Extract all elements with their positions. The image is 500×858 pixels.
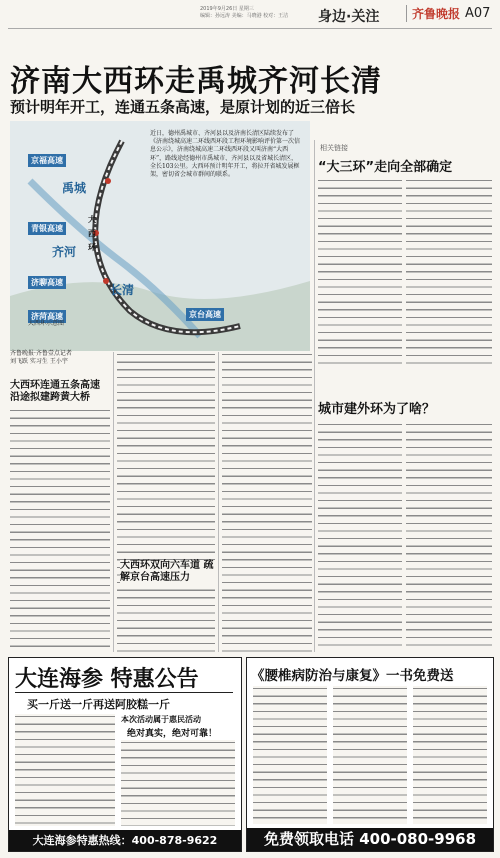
intro-paragraph: 近日，德州禹城市、齐河县以及济南长清区陆续发布了《济南绕城高速二环线西环段工程环境影响评价第一次信息公示》，济南绕城高速二环线西环段又叫济南“大西环”，路线途经德州市禹城市、齐河县以及省城长清区，全长103公里。大西环预计明年开工，将拉开省城发展框架，密切省会城市群间的联系。: [150, 130, 301, 179]
place-qihe: 齐河: [52, 245, 77, 259]
map-label-jingtai: 京台高速: [186, 308, 224, 321]
sea-cucumber-hotline: 大连海参特惠热线：400-878-9622: [9, 830, 241, 851]
sub-headline: 预计明年开工，连通五条高速，是原计划的近三倍长: [10, 98, 356, 116]
right-body-2b: [406, 422, 492, 652]
sea-cucumber-ad-text-right: [121, 740, 235, 826]
sea-cucumber-ad-offer: 买一斤送一斤再送阿胶糕一斤: [27, 698, 170, 711]
map-label-jingfu: 京福高速: [28, 154, 66, 167]
byline-outlet: 齐鲁晚报·齐鲁壹点记者: [10, 350, 72, 357]
issue-date: 2019年9月26日 星期三: [200, 6, 254, 12]
sea-cucumber-ad: [8, 657, 242, 852]
right-body-2a: [318, 422, 402, 652]
sea-cucumber-ad-title: 大连海参 特惠公告: [15, 667, 199, 692]
spine-book-phone: 免费领取电话 400-080-9968: [247, 828, 493, 851]
spine-book-ad: [246, 657, 494, 852]
spine-book-ad-col3: [413, 686, 487, 824]
spine-book-ad-title: 《腰椎病防治与康复》一书免费送: [251, 668, 454, 684]
section-title: 身边·关注: [318, 9, 380, 25]
right-heading-outer-ring: 城市建外环为了啥？: [318, 402, 436, 417]
map-label-jiliao: 济聊高速: [28, 276, 66, 289]
right-heading-ring-roads: “大三环”走向全部确定: [318, 160, 453, 175]
page-number: A07: [465, 6, 491, 21]
issue-editors: 编辑：孙远涛 美编：马晓港 校对：王洁: [200, 13, 289, 19]
middle-article-heading: 大西环双向六车道 疏解京台高速压力: [120, 560, 214, 583]
map-caption: 大西环示意图: [28, 320, 65, 327]
left-article-heading: 大西环连通五条高速 沿途拟建跨黄大桥: [10, 380, 100, 403]
issue-meta: [200, 6, 310, 20]
sea-cucumber-ad-note1: 本次活动属于惠民活动: [121, 715, 201, 724]
place-yucheng: 禹城: [62, 181, 87, 195]
sea-cucumber-ad-text-left: [15, 714, 115, 826]
byline: [10, 350, 100, 366]
mid-article-body-1: [117, 352, 215, 652]
spine-book-ad-col2: [333, 686, 407, 824]
newspaper-logo: 齐鲁晚报: [406, 5, 460, 22]
map-label-qingyin: 青银高速: [28, 222, 66, 235]
place-changqing: 长清: [110, 283, 135, 297]
mid-article-body-2: [222, 352, 312, 652]
right-body-1a: [318, 178, 402, 370]
ring-label: 大西环: [88, 215, 96, 252]
byline-names: 刘飞跃 实习生 王小宇: [10, 358, 68, 365]
related-links-tag: 相关链接: [320, 144, 348, 152]
sea-cucumber-ad-note2: 绝对真实，绝对可靠！: [127, 729, 218, 739]
map-label-jihe: 济菏高速: [28, 310, 66, 323]
header-divider: [8, 28, 492, 29]
main-headline: 济南大西环走禹城齐河长清: [10, 64, 382, 99]
spine-book-ad-col1: [253, 686, 327, 824]
left-article-body: [10, 408, 110, 652]
right-body-1b: [406, 178, 492, 370]
